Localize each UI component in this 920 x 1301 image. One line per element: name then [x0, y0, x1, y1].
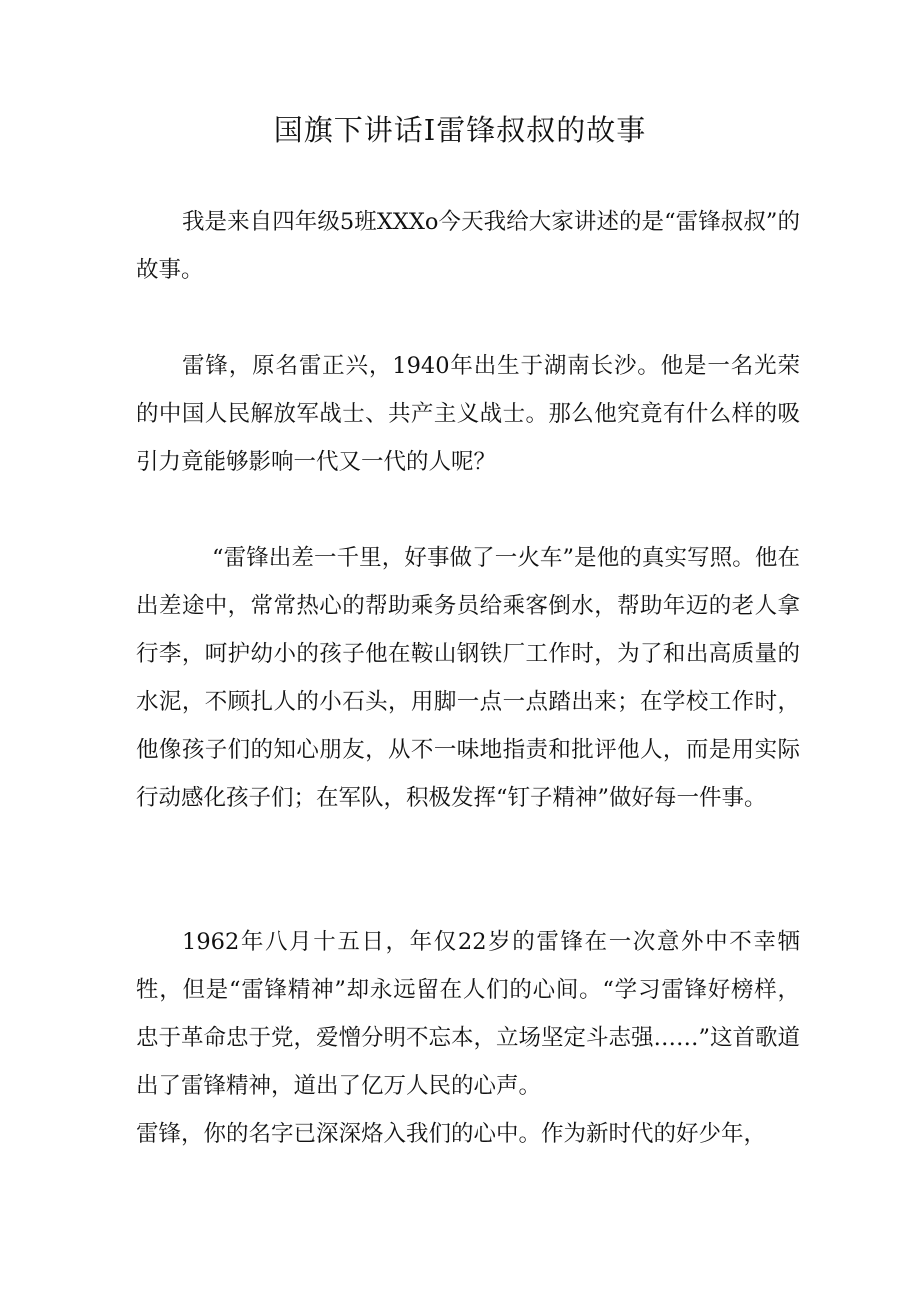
- paragraph-closing: 雷锋，你的名字已深深烙入我们的心中。作为新时代的好少年，: [136, 1121, 767, 1147]
- paragraph-background: 雷锋，原名雷正兴，1940年出生于湖南长沙。他是一名光荣的中国人民解放军战士、共产主义战士。那么他究竟有什么样的吸引力竟能够影响一代又一代的人呢？: [136, 353, 800, 475]
- paragraph-legacy: 1962年八月十五日，年仅22岁的雷锋在一次意外中不幸牺牲，但是“雷锋精神”却永远留在人们的心间。“学习雷锋好榜样，忠于革命忠于党，爱憎分明不忘本，立场坚定斗志强……”这首歌道出了雷锋精神，道出了亿万人民的心声。: [136, 929, 801, 1099]
- paragraph-good-deeds: “雷锋出差一千里，好事做了一火车”是他的真实写照。他在出差途中，常常热心的帮助乘务员给乘客倒水，帮助年迈的老人拿行李，呵护幼小的孩子他在鞍山钢铁厂工作时，为了和出高质量的水泥，不顾扎人的小石头，用脚一点一点踏出来；在学校工作时，他像孩子们的知心朋友，从不一味地指责和批评他人，而是用实际行动感化孩子们；在军队，积极发挥“钉子精神”做好每一件事。: [136, 545, 800, 811]
- document-title: 国旗下讲话I雷锋叔叔的故事: [273, 113, 647, 147]
- paragraph-intro: 我是来自四年级5班XXXo今天我给大家讲述的是“雷锋叔叔”的故事。: [136, 209, 800, 283]
